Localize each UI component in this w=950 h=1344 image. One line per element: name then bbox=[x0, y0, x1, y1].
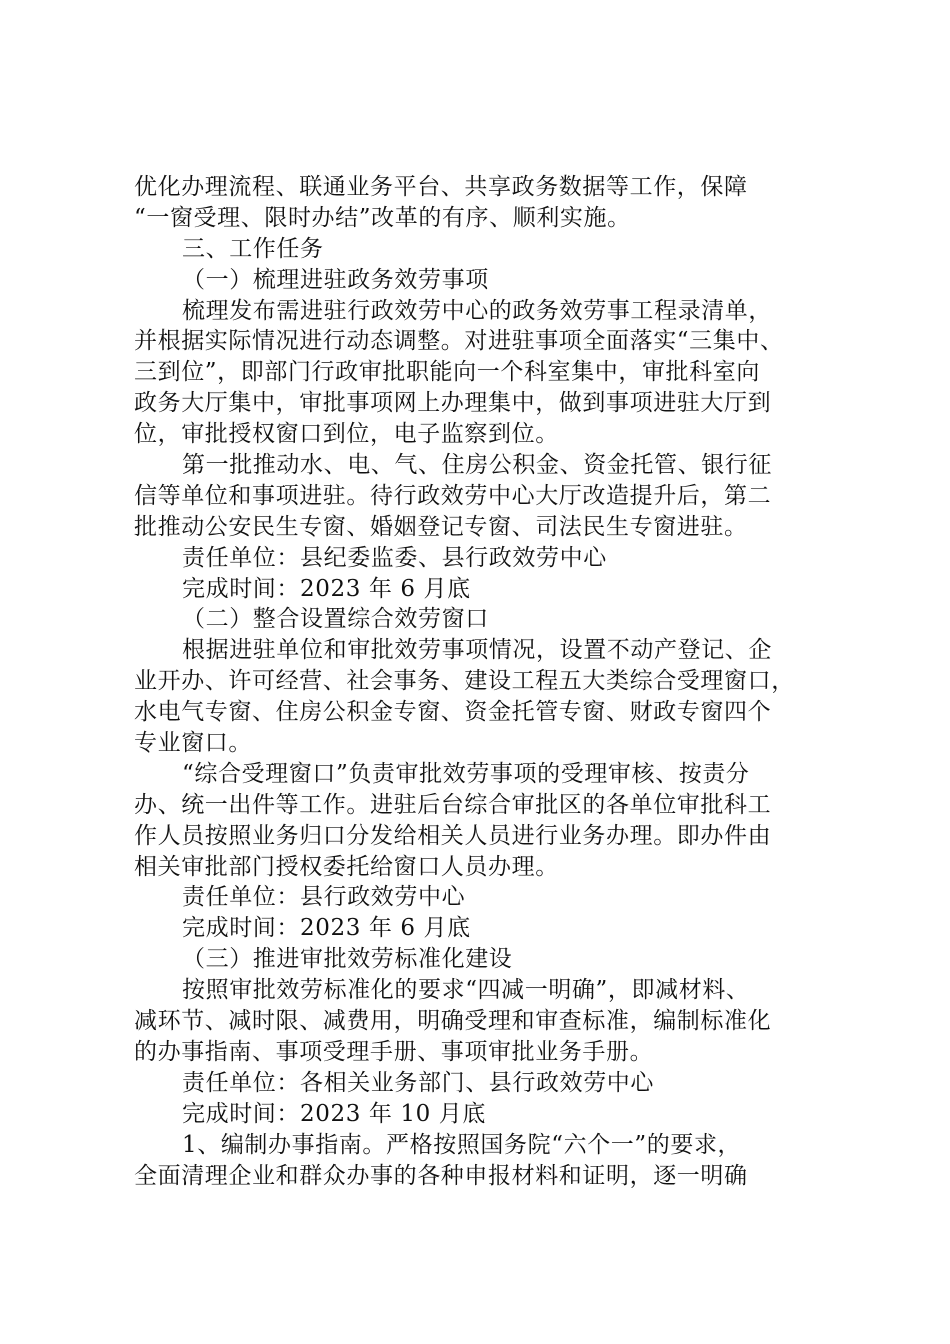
text-line: （二）整合设置综合效劳窗口 bbox=[182, 606, 489, 633]
text-line: 批推动公安民生专窗、婚姻登记专窗、司法民生专窗进驻。 bbox=[134, 513, 748, 540]
text-line: 全面清理企业和群众办事的各种申报材料和证明，逐一明确 bbox=[134, 1162, 748, 1189]
text-line: 相关审批部门授权委托给窗口人员办理。 bbox=[134, 853, 559, 880]
text-line: 第一批推动水、电、气、住房公积金、资金托管、银行征 bbox=[182, 452, 772, 479]
text-line: 并根据实际情况进行动态调整。对进驻事项全面落实“三集中、 bbox=[134, 328, 784, 355]
text-line: “一窗受理、限时办结”改革的有序、顺利实施。 bbox=[134, 204, 631, 231]
text-line: 的办事指南、事项受理手册、事项审批业务手册。 bbox=[134, 1038, 654, 1065]
text-line: 完成时间：2023 年 10 月底 bbox=[182, 1100, 486, 1127]
text-line: 办、统一出件等工作。进驻后台综合审批区的各单位审批科工 bbox=[134, 791, 772, 818]
text-line: 责任单位：各相关业务部门、县行政效劳中心 bbox=[182, 1069, 654, 1096]
text-line: 完成时间：2023 年 6 月底 bbox=[182, 915, 471, 942]
text-line: 根据进驻单位和审批效劳事项情况，设置不动产登记、企 bbox=[182, 637, 772, 664]
text-line: 信等单位和事项进驻。待行政效劳中心大厅改造提升后，第二 bbox=[134, 482, 772, 509]
document-body bbox=[134, 172, 834, 1191]
text-line: 优化办理流程、联通业务平台、共享政务数据等工作，保障 bbox=[134, 174, 748, 200]
text-line: （一）梳理进驻政务效劳事项 bbox=[182, 266, 489, 293]
text-line: 三、工作任务 bbox=[182, 235, 324, 262]
text-line: 专业窗口。 bbox=[134, 730, 252, 757]
text-line: 梳理发布需进驻行政效劳中心的政务效劳事工程录清单， bbox=[182, 297, 772, 324]
text-line: 作人员按照业务归口分发给相关人员进行业务办理。即办件由 bbox=[134, 822, 772, 849]
text-line: 三到位”，即部门行政审批职能向一个科室集中，审批科室向 bbox=[134, 359, 760, 386]
text-line: 位，审批授权窗口到位，电子监察到位。 bbox=[134, 421, 559, 448]
text-line: 业开办、许可经营、社会事务、建设工程五大类综合受理窗口， bbox=[134, 668, 795, 695]
text-line: 减环节、减时限、减费用，明确受理和审查标准，编制标准化 bbox=[134, 1008, 772, 1035]
text-line: “综合受理窗口”负责审批效劳事项的受理审核、按责分 bbox=[182, 760, 750, 787]
text-line: 责任单位：县纪委监委、县行政效劳中心 bbox=[182, 544, 607, 571]
text-line: 政务大厅集中，审批事项网上办理集中，做到事项进驻大厅到 bbox=[134, 390, 772, 417]
text-line: 完成时间：2023 年 6 月底 bbox=[182, 575, 471, 602]
text-line: 1、编制办事指南。严格按照国务院“六个一”的要求， bbox=[182, 1131, 742, 1158]
text-line: （三）推进审批效劳标准化建设 bbox=[182, 946, 513, 973]
text-line: 责任单位：县行政效劳中心 bbox=[182, 884, 466, 911]
text-line: 水电气专窗、住房公积金专窗、资金托管专窗、财政专窗四个 bbox=[134, 699, 772, 726]
text-line: 按照审批效劳标准化的要求“四减一明确”，即减材料、 bbox=[182, 977, 750, 1004]
